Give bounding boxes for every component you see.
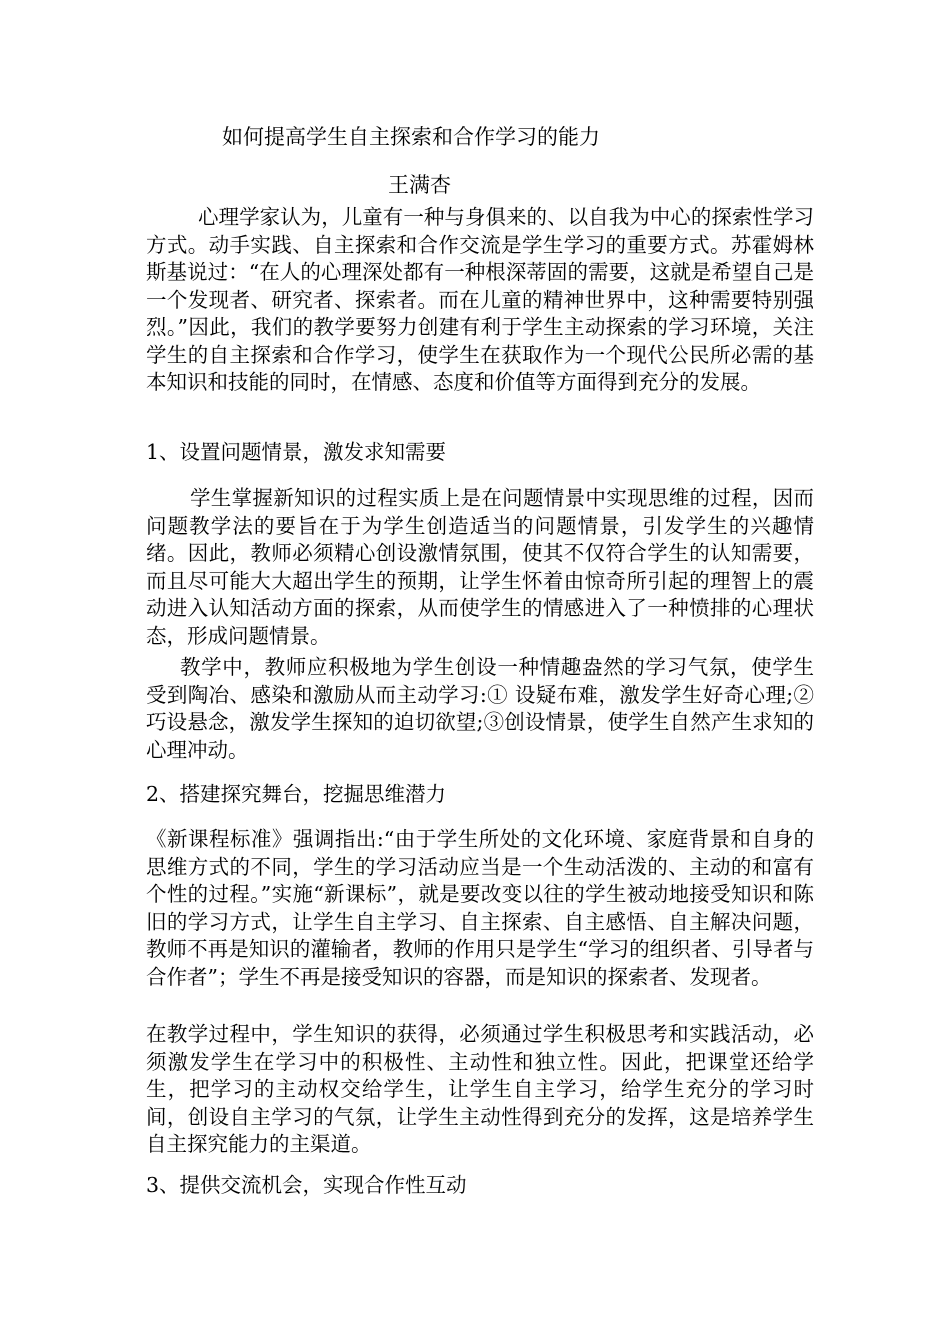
document-title: 如何提高学生自主探索和合作学习的能力	[222, 125, 600, 149]
paragraph-problem-situation: 学生掌握新知识的过程实质上是在问题情景中实现思维的过程，因而问题教学法的要旨在于为学生创造适当的问题情景，引发学生的兴趣情绪。因此，教师必须精心创设激情氛围，使其不仅符合学生的认知需要，而且尽可能大大超出学生的预期，让学生怀着由惊奇所引起的理智上的震动进入认知活动方面的探索，从而使学生的情感进入了一种愤排的心理状态，形成问题情景。	[146, 486, 814, 648]
section-heading-2: 2、搭建探究舞台，挖掘思维潜力	[146, 782, 447, 806]
section-heading-3: 3、提供交流机会，实现合作性互动	[146, 1173, 467, 1197]
paragraph-new-curriculum: 《新课程标准》强调指出:“由于学生所处的文化环境、家庭背景和自身的思维方式的不同，学生的学习活动应当是一个生动活泼的、主动的和富有个性的过程。”实施“新课标”，就是要改变以往的学生被动地接受知识和陈旧的学习方式，让学生自主学习、自主探索、自主感悟、自主解决问题，教师不再是知识的灌输者，教师的作用只是学生“学习的组织者、引导者与合作者”；学生不再是接受知识的容器，而是知识的探索者、发现者。	[146, 827, 814, 989]
section-heading-1: 1、设置问题情景，激发求知需要	[146, 440, 447, 464]
paragraph-intro: 心理学家认为，儿童有一种与身俱来的、以自我为中心的探索性学习方式。动手实践、自主探索和合作交流是学生学习的重要方式。苏霍姆林斯基说过：“在人的心理深处都有一种根深蒂固的需要，这就是希望自己是一个发现者、研究者、探索者。而在儿童的精神世界中，这种需要特别强烈。”因此，我们的教学要努力创建有利于学生主动探索的学习环境，关注学生的自主探索和合作学习，使学生在获取作为一个现代公民所必需的基本知识和技能的同时，在情感、态度和价值等方面得到充分的发展。	[146, 205, 814, 394]
document-author: 王满杏	[388, 173, 451, 197]
paragraph-teaching-atmosphere: 教学中，教师应积极地为学生创设一种情趣盎然的学习气氛，使学生受到陶冶、感染和激励从而主动学习:① 设疑布难，激发学生好奇心理;②巧设悬念，激发学生探知的迫切欲望;③创设情景，使学生自然产生求知的心理冲动。	[146, 655, 814, 762]
paragraph-teaching-process: 在教学过程中，学生知识的获得，必须通过学生积极思考和实践活动，必须激发学生在学习中的积极性、主动性和独立性。因此，把课堂还给学生，把学习的主动权交给学生，让学生自主学习，给学生充分的学习时间，创设自主学习的气氛，让学生主动性得到充分的发挥，这是培养学生自主探究能力的主渠道。	[146, 1022, 814, 1156]
